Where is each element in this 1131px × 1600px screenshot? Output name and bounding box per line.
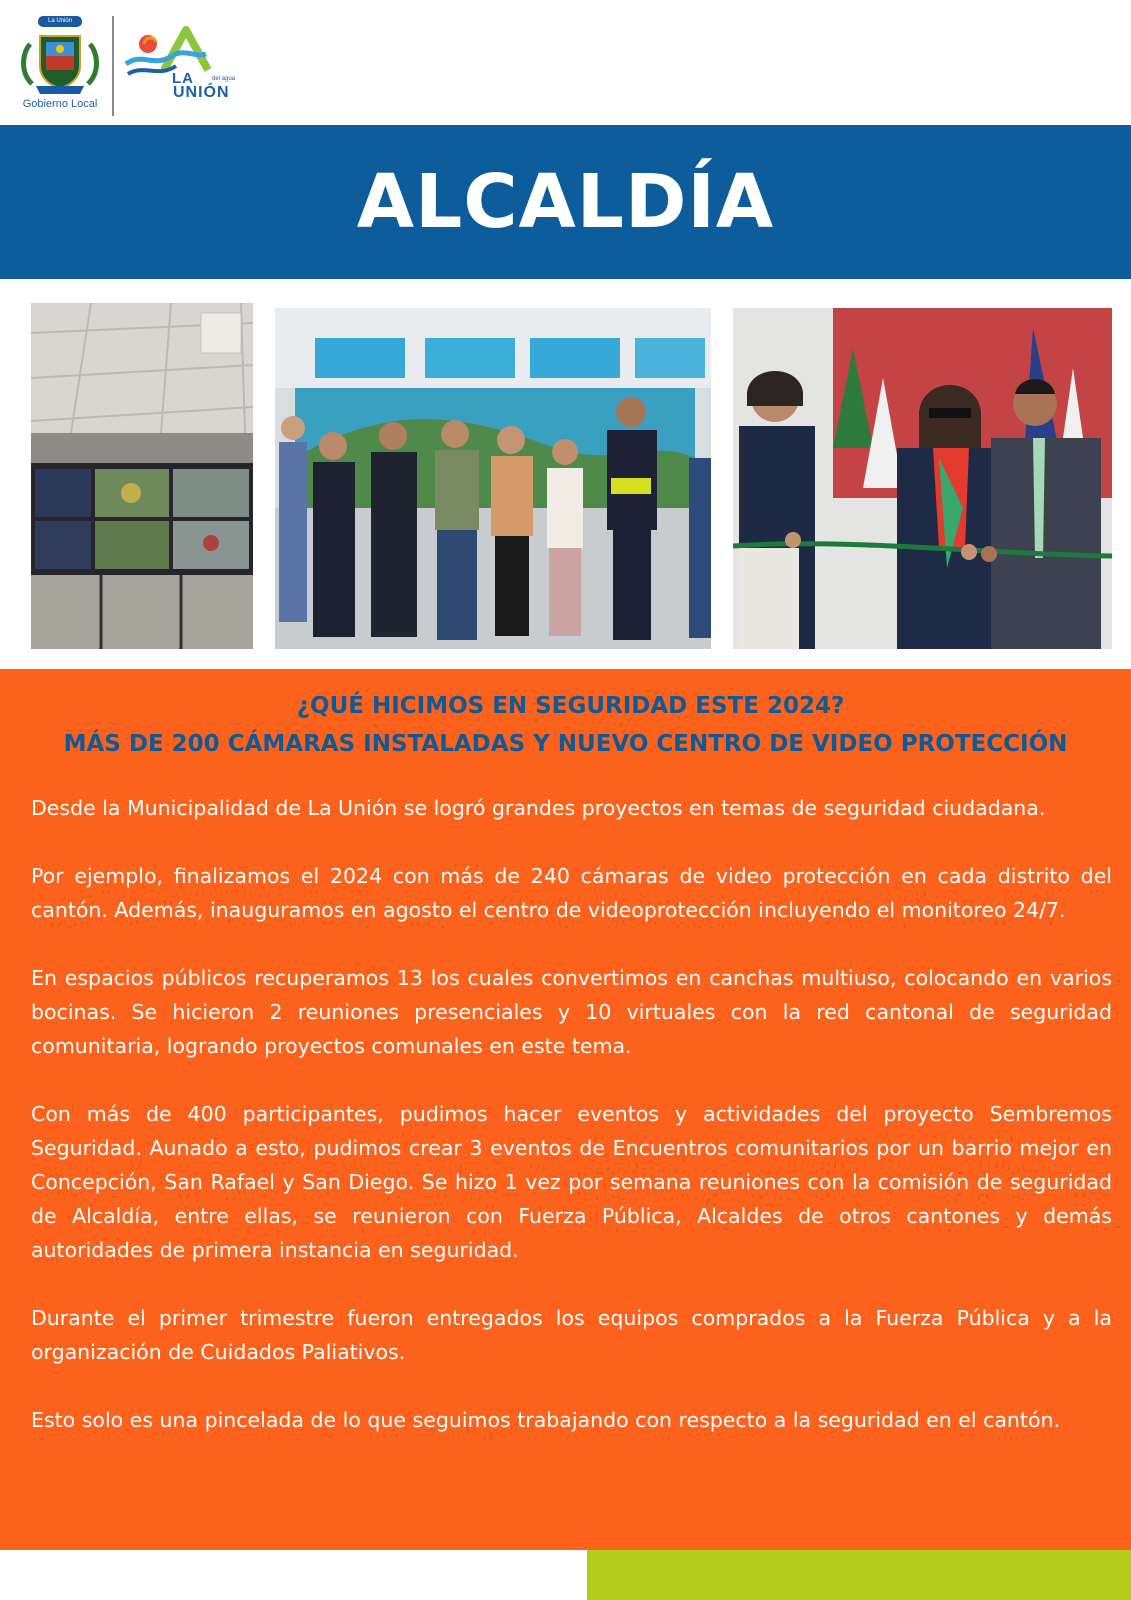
article-paragraph: Durante el primer trimestre fueron entregados los equipos comprados a la Fuerza Pública y a la organización de Cuidados Paliativos. [31,1306,1112,1364]
page-header [0,0,1131,125]
section-banner [0,125,1131,279]
brand-delagua-text: del agua [212,76,236,82]
article-body [31,791,1112,1437]
brand-la-text: LA [172,70,194,87]
article-paragraph: Con más de 400 participantes, pudimos hacer eventos y actividades del proyecto Sembremos Seguridad. Aunado a esto, pudimos crear 3 eventos de Encuentros comunitarios por un barrio mejor en Concepción, San Rafael y San Diego. Se hizo 1 vez por semana reuniones con la comisión de seguridad de Alcaldía, entre ellas, se reunieron con Fuerza Pública, Alcaldes de otros cantones y demás autoridades de primera instancia en seguridad. [31,1102,1112,1262]
photo-ribbon-cutting [733,308,1112,649]
article-heading-question: ¿QUÉ HICIMOS EN SEGURIDAD ESTE 2024? [296,693,845,719]
brand-union-text: UNIÓN [173,84,230,101]
article-paragraph: Desde la Municipalidad de La Unión se logró grandes proyectos en temas de seguridad ciudadana. [31,796,1046,820]
crest-banner-label: La Unión [38,16,82,27]
article-section [0,669,1131,1550]
la-union-brand-logo [124,24,244,110]
article-heading-subtitle: MÁS DE 200 CÁMARAS INSTALADAS Y NUEVO CENTRO DE VIDEO PROTECCIÓN [63,731,1068,757]
gobierno-local-crest-logo [10,14,110,114]
article-paragraph: Esto solo es una pincelada de lo que seguimos trabajando con respecto a la seguridad en el cantón. [31,1408,1060,1432]
footer-white-band [0,1550,587,1600]
photo-group-with-police [275,308,711,649]
header-divider [112,16,114,116]
gobierno-local-caption: Gobierno Local [22,98,98,110]
article-paragraph: En espacios públicos recuperamos 13 los cuales convertimos en canchas multiuso, colocando en varios bocinas. Se hicieron 2 reuniones presenciales y 10 virtuales con la red cantonal de seguridad comunitaria, logrando proyectos comunales en este tema. [31,966,1112,1058]
article-heading [0,687,1131,763]
article-paragraph: Por ejemplo, finalizamos el 2024 con más de 240 cámaras de video protección en cada distrito del cantón. Además, inauguramos en agosto el centro de videoprotección incluyendo el monitoreo 24/7. [31,864,1112,922]
banner-title: ALCALDÍA [356,159,775,245]
footer-green-band [587,1550,1131,1600]
photo-video-monitoring-center [31,303,253,649]
